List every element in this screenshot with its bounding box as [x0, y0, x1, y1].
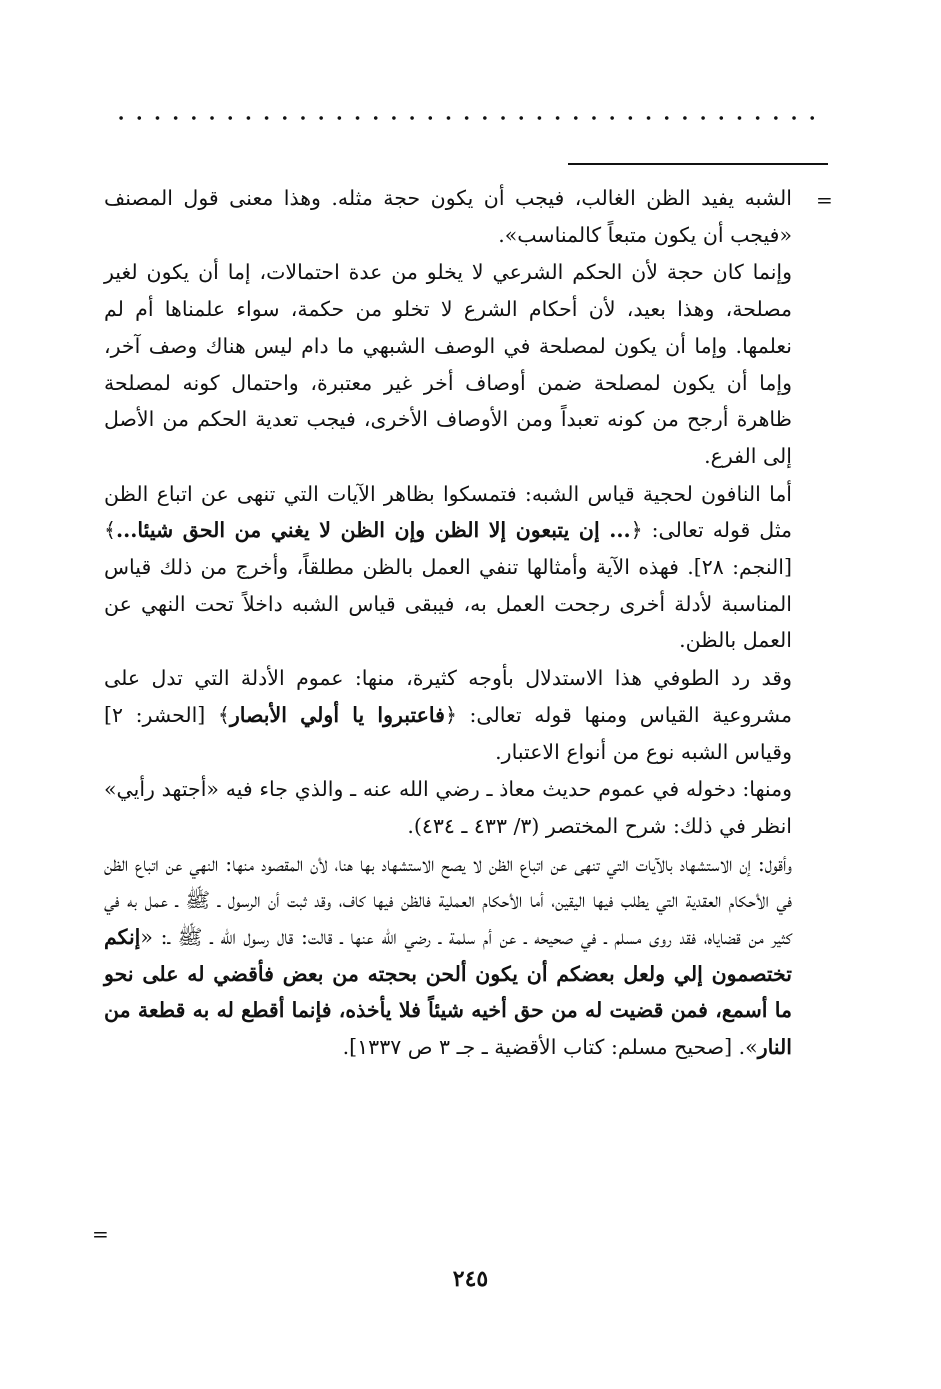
continuation-mark-top: =	[816, 188, 833, 212]
text-run: ». [صحيح مسلم: كتاب الأقضية ـ جـ ٣ ص ١٣٣٧].	[342, 1035, 758, 1060]
text-run: ﴾ [النجم: ٢٨]. فهذه الآية وأمثالها تنفي العمل بالظن مطلقاً، وأخرج من ذلك قياس المناسبة لأدلة أخرى رجحت العمل به، فيبقى قياس الشبه داخلاً تحت النهي عن العمل بالظن.	[104, 518, 792, 653]
text-run: ومنها: دخوله في عموم حديث معاذ ـ رضي الله عنه ـ والذي جاء فيه «أجتهد رأيي» انظر في ذلك: شرح المختصر (٣/ ٤٣٣ ـ ٤٣٤).	[104, 777, 792, 838]
text-run: ﴾ [الحشر: ٢] وقياس الشبه نوع من أنواع الاعتبار.	[104, 702, 792, 764]
dotted-separator	[112, 112, 824, 124]
paragraph	[104, 180, 792, 253]
paragraph	[104, 660, 792, 770]
paragraph	[104, 846, 792, 1066]
continuation-mark-bottom: =	[92, 1222, 109, 1246]
paragraph	[104, 771, 792, 844]
text-run: وأقول: إن الاستشهاد بالآيات التي تنهى عن اتباع الظن لا يصح الاستشهاد بها هنا، لأن المقصود منها: النهي عن اتباع الظن في الأحكام العقدية التي يطلب فيها اليقين، أما الأحكام العملية فالظن فيها كاف، وقد ثبت أن الرسول ـ ﷺ ـ عمل به في كثير من قضاياه، فقد روى مسلم ـ في صحيحه ـ عن أم سلمة ـ رضي الله عنها ـ قالت: قال رسول الله ـ ﷺ ـ: «	[104, 851, 792, 950]
paragraph	[104, 476, 792, 660]
footnote-rule	[568, 163, 828, 165]
text-run: وإنما كان حجة لأن الحكم الشرعي لا يخلو من عدة احتمالات، إما أن يكون لغير مصلحة، وهذا بعيد، لأن أحكام الشرع لا تخلو من حكمة، سواء علمناها أم لم نعلمها. وإما أن يكون لمصلحة في الوصف الشبهي ما دام ليس هناك وصف آخر، وإما أن يكون لمصلحة ضمن أوصاف أخر غير معتبرة، واحتمال كونه لمصلحة ظاهرة أرجح من كونه تعبداً ومن الأوصاف الأخرى، فيجب تعدية الحكم من الأصل إلى الفرع.	[104, 260, 792, 468]
paragraph	[104, 254, 792, 474]
hadith-quote: إنكم تختصمون إلي ولعل بعضكم أن يكون ألحن بحجته من بعض فأقضي له على نحو ما أسمع، فمن قضيت له من حق أخيه شيئاً فلا يأخذه، فإنما أقطع له به قطعة من النار	[104, 925, 792, 1060]
footnote-text	[104, 180, 792, 1066]
text-run: أما النافون لحجية قياس الشبه: فتمسكوا بظاهر الآيات التي تنهى عن اتباع الظن مثل قوله تعالى: ﴿	[104, 481, 792, 543]
page-number: ٢٤٥	[452, 1266, 489, 1292]
quran-verse: فاعتبروا يا أولي الأبصار	[229, 702, 445, 727]
text-run: وقد رد الطوفي هذا الاستدلال بأوجه كثيرة، منها: عموم الأدلة التي تدل على مشروعية القياس ومنها قوله تعالى: ﴿	[104, 666, 792, 727]
text-run: الشبه يفيد الظن الغالب، فيجب أن يكون حجة مثله. وهذا معنى قول المصنف «فيجب أن يكون متبعاً كالمناسب».	[104, 186, 792, 247]
quran-verse: ... إن يتبعون إلا الظن وإن الظن لا يغني من الحق شيئا...	[116, 518, 631, 543]
